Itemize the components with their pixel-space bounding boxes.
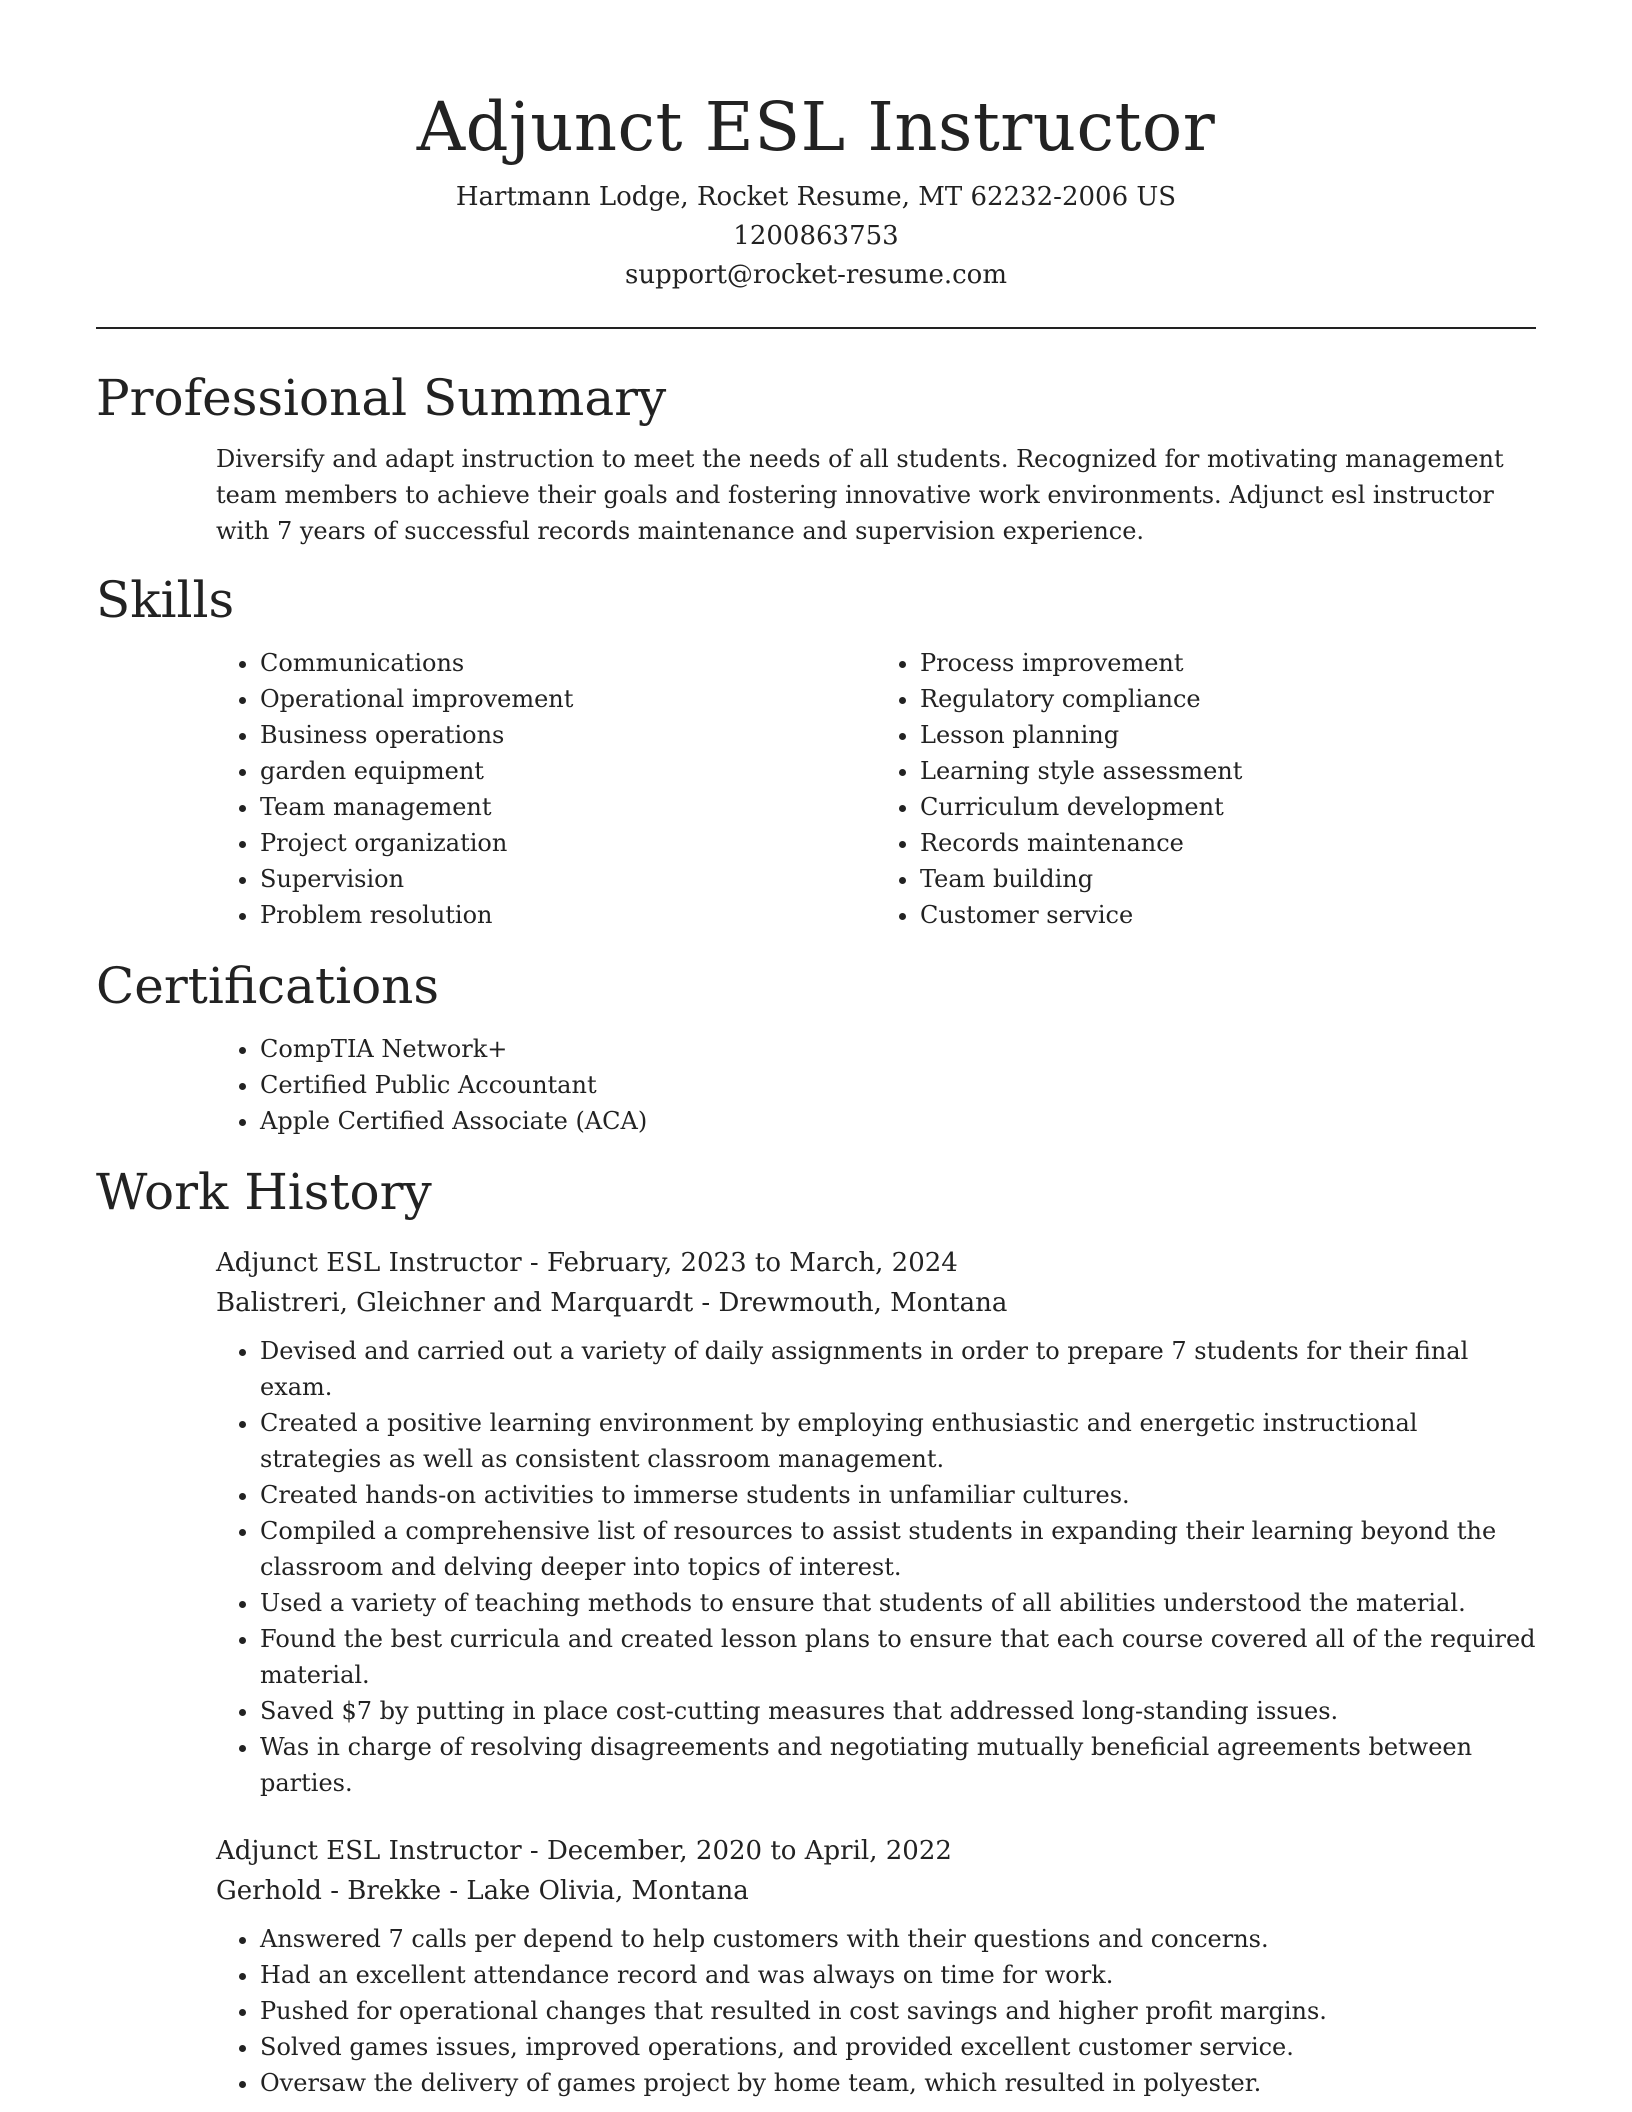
contact-info xyxy=(96,178,1536,295)
job-entry xyxy=(216,1243,1536,1801)
skill-item: • Regulatory compliance xyxy=(920,681,1536,717)
job-duty: • Saved $7 by putting in place cost-cutting measures that addressed long-standing issues. xyxy=(260,1693,1536,1729)
job-duty: • Was in charge of resolving disagreements and negotiating mutually beneficial agreements between parties. xyxy=(260,1729,1536,1801)
job-title-line xyxy=(216,1831,1536,1871)
job-location: - Lake Olivia, Montana xyxy=(441,1876,749,1906)
skill-item: • Business operations xyxy=(260,717,876,753)
job-duty: • Used a variety of teaching methods to ensure that students of all abilities understood the material. xyxy=(260,1585,1536,1621)
job-position: Adjunct ESL Instructor xyxy=(216,1836,522,1866)
job-duties xyxy=(216,1333,1536,1801)
job-company: Gerhold - Brekke xyxy=(216,1876,442,1906)
address: Hartmann Lodge, Rocket Resume, MT 62232-2006 US xyxy=(455,182,1177,212)
certifications-list xyxy=(216,1031,1536,1139)
skill-item: • Operational improvement xyxy=(260,681,876,717)
certifications-heading: Certifications xyxy=(96,957,440,1015)
skill-item: • Curriculum development xyxy=(920,789,1536,825)
job-duties xyxy=(216,1921,1536,2101)
job-duty: • Pushed for operational changes that resulted in cost savings and higher profit margins. xyxy=(260,1993,1536,2029)
job-duty: • Solved games issues, improved operations, and provided excellent customer service. xyxy=(260,2029,1536,2065)
skills-heading: Skills xyxy=(96,571,235,629)
header-divider xyxy=(96,327,1536,329)
resume-name: Adjunct ESL Instructor xyxy=(416,88,1216,166)
skills-list xyxy=(216,645,1536,933)
job-dates: - December, 2020 to April, 2022 xyxy=(521,1836,952,1866)
work-history-heading: Work History xyxy=(96,1163,432,1221)
job-duty: • Compiled a comprehensive list of resources to assist students in expanding their learning beyond the classroom and delving deeper into topics of interest. xyxy=(260,1513,1536,1585)
skill-item: • Team building xyxy=(920,861,1536,897)
skill-item: • Lesson planning xyxy=(920,717,1536,753)
skills-column-left xyxy=(216,645,876,933)
job-duty: • Answered 7 calls per depend to help customers with their questions and concerns. xyxy=(260,1921,1536,1957)
skill-item: • Records maintenance xyxy=(920,825,1536,861)
job-duty: • Created hands-on activities to immerse students in unfamiliar cultures. xyxy=(260,1477,1536,1513)
job-duty: • Created a positive learning environment by employing enthusiastic and energetic instructional strategies as well as consistent classroom management. xyxy=(260,1405,1536,1477)
skill-item: • Team management xyxy=(260,789,876,825)
email: support@rocket-resume.com xyxy=(624,260,1007,290)
skill-item: • Problem resolution xyxy=(260,897,876,933)
job-duty: • Oversaw the delivery of games project by home team, which resulted in polyester. xyxy=(260,2065,1536,2101)
job-company-line xyxy=(216,1283,1536,1323)
skill-item: • Project organization xyxy=(260,825,876,861)
skill-item: • Learning style assessment xyxy=(920,753,1536,789)
certification-item: • CompTIA Network+ xyxy=(260,1031,1536,1067)
skill-item: • garden equipment xyxy=(260,753,876,789)
summary-heading: Professional Summary xyxy=(96,369,667,427)
certification-item: • Certified Public Accountant xyxy=(260,1067,1536,1103)
job-position: Adjunct ESL Instructor xyxy=(216,1248,522,1278)
job-location: - Drewmouth, Montana xyxy=(693,1288,1008,1318)
skill-item: • Communications xyxy=(260,645,876,681)
job-company: Balistreri, Gleichner and Marquardt xyxy=(216,1288,694,1318)
job-duty: • Devised and carried out a variety of daily assignments in order to prepare 7 students for their final exam. xyxy=(260,1333,1536,1405)
job-title-line xyxy=(216,1243,1536,1283)
skill-item: • Supervision xyxy=(260,861,876,897)
job-entry xyxy=(216,1831,1536,2101)
job-duty: • Had an excellent attendance record and was always on time for work. xyxy=(260,1957,1536,1993)
job-duty: • Found the best curricula and created lesson plans to ensure that each course covered all of the required material. xyxy=(260,1621,1536,1693)
skills-column-right xyxy=(876,645,1536,933)
certifications-items xyxy=(216,1031,1536,1139)
summary-text: Diversify and adapt instruction to meet the needs of all students. Recognized for motivating management team members to achieve their goals and fostering innovative work environments. Adjunct esl instructor with 7 years of successful records maintenance and supervision experience. xyxy=(216,445,1504,545)
skill-item: • Process improvement xyxy=(920,645,1536,681)
job-dates: - February, 2023 to March, 2024 xyxy=(521,1248,958,1278)
job-company-line xyxy=(216,1871,1536,1911)
skill-item: • Customer service xyxy=(920,897,1536,933)
certification-item: • Apple Certified Associate (ACA) xyxy=(260,1103,1536,1139)
phone: 1200863753 xyxy=(733,221,899,251)
